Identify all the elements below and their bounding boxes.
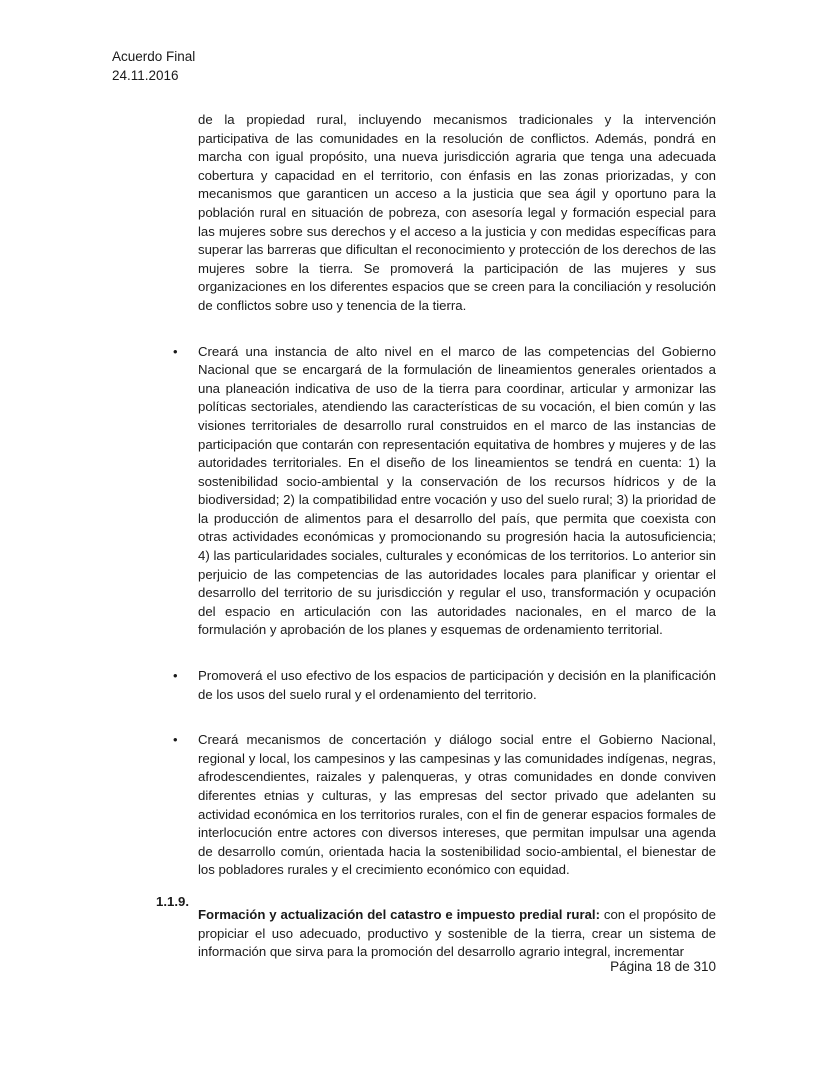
list-item-text: Creará mecanismos de concertación y diálogo social entre el Gobierno Nacional, regional y local, los campesinos y las campesinas y las comunidades indígenas, negras, afrodescendientes, raizales y palenqueras, y otras comunidades en donde conviven diferentes etnias y culturas, y las empresas del sector privado que adelanten su actividad económica en los territorios rurales, con el fin de generar espacios formales de interlocución entre actores con diversos intereses, que permitan impulsar una agenda de desarrollo común, orientada hacia la sostenibilidad socio-ambiental, el bienestar de los pobladores rurales y el crecimiento económico con equidad. [198,732,716,878]
paragraph-gap [198,640,716,667]
list-item [173,667,716,704]
paragraph-gap [198,704,716,731]
document-title: Acuerdo Final [112,49,196,64]
bullet-icon: • [173,668,178,684]
page-number: Página 18 de 310 [610,959,716,974]
list-item-text: Creará una instancia de alto nivel en el marco de las competencias del Gobierno Nacional que se encargará de la formulación de lineamientos generales orientados a una planeación indicativa de uso de la tierra para coordinar, articular y armonizar las políticas sectoriales, atendiendo las características de su vocación, el bien común y las visiones territoriales de desarrollo rural construidos en el marco de las instancias de participación que contarán con representación equitativa de hombres y mujeres y de las autoridades territoriales. En el diseño de los lineamientos se tendrá en cuenta: 1) la sostenibilidad socio-ambiental y la conservación de los recursos hídricos y de la biodiversidad; 2) la compatibilidad entre vocación y uso del suelo rural; 3) la prioridad de la producción de alimentos para el desarrollo del país, que permita que coexista con otras actividades económicas y promocionando su progresión hacia la autosuficiencia; 4) las particularidades sociales, culturales y económicas de los territorios. Lo anterior sin perjuicio de las competencias de las autoridades locales para planificar y orientar el desarrollo del territorio de su jurisdicción y regular el uso, transformación y ocupación del espacio en articulación con las autoridades nacionales, en el marco de la formulación y aprobación de los planes y esquemas de ordenamiento territorial. [198,343,716,638]
paragraph-gap [198,316,716,343]
list-item-text: Promoverá el uso efectivo de los espacios de participación y decisión en la planificación de los usos del suelo rural y el ordenamiento del territorio. [198,668,716,702]
section-paragraph [198,906,716,962]
list-item [173,731,716,880]
bullet-icon: • [173,343,178,359]
document-date: 24.11.2016 [112,68,179,83]
continuation-paragraph: de la propiedad rural, incluyendo mecanismos tradicionales y la intervención participativa de las comunidades en la resolución de conflictos. Además, pondrá en marcha con igual propósito, una nueva jurisdicción agraria que tenga una adecuada cobertura y capacidad en el territorio, con énfasis en las zonas priorizadas, y con mecanismos que garanticen un acceso a la justicia que sea ágil y oportuno para la población rural en situación de pobreza, con asesoría legal y formación especial para las mujeres sobre sus derechos y el acceso a la justicia y con medidas específicas para superar las barreras que dificultan el reconocimiento y protección de los derechos de las mujeres sobre la tierra. Se promoverá la participación de las mujeres y sus organizaciones en los diferentes espacios que se creen para la conciliación y resolución de conflictos sobre uso y tenencia de la tierra. [198,112,716,313]
section-text: con el propósito de propiciar el uso adecuado, productivo y sostenible de la tierra, crear un sistema de información que sirva para la promoción del desarrollo agrario integral, incrementar [198,907,716,960]
list-item [173,343,716,641]
section-number: 1.1.9. [156,894,189,909]
section-heading: Formación y actualización del catastro e impuesto predial rural: [198,907,600,923]
main-content [173,111,716,880]
page-header [112,47,195,85]
bullet-icon: • [173,732,178,748]
